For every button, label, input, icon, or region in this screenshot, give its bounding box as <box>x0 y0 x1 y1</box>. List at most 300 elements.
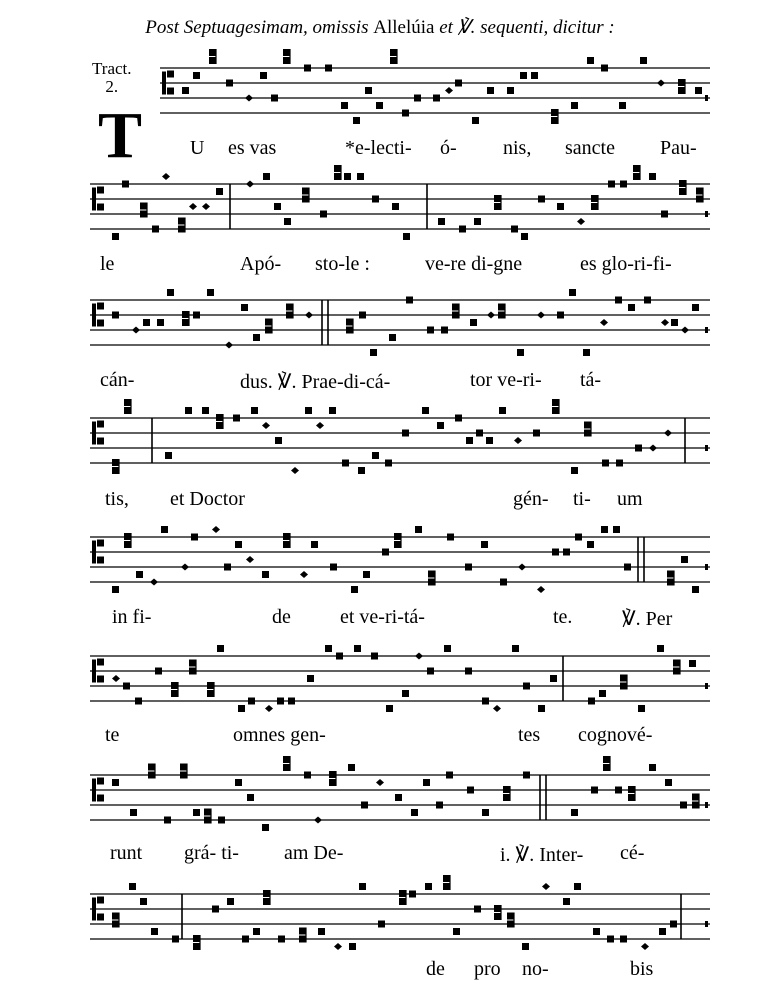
punctum-note <box>336 653 343 660</box>
punctum-note <box>437 422 444 429</box>
punctum-note <box>351 586 358 593</box>
lyric-syllable: et ve-ri-tá- <box>340 606 425 628</box>
punctum-note <box>148 764 155 771</box>
punctum-note <box>204 809 211 816</box>
punctum-note <box>603 756 610 763</box>
punctum-note <box>521 233 528 240</box>
rubric-part-2: Allelúia <box>373 17 435 38</box>
punctum-note <box>455 80 462 87</box>
punctum-note <box>389 334 396 341</box>
punctum-note <box>354 645 361 652</box>
punctum-note <box>494 203 501 210</box>
punctum-note <box>193 312 200 319</box>
punctum-note <box>615 787 622 794</box>
punctum-note <box>415 526 422 533</box>
punctum-note <box>394 533 401 540</box>
punctum-note <box>512 645 519 652</box>
punctum-note <box>640 57 647 64</box>
punctum-note <box>511 226 518 233</box>
punctum-note <box>143 319 150 326</box>
rhombus-note <box>189 203 197 210</box>
punctum-note <box>587 541 594 548</box>
rhombus-note <box>376 779 384 786</box>
punctum-note <box>299 928 306 935</box>
tract-mode: 2. <box>105 77 119 96</box>
punctum-note <box>695 87 702 94</box>
c-clef <box>167 88 174 95</box>
punctum-note <box>472 117 479 124</box>
lyrics-line <box>0 958 760 986</box>
punctum-note <box>224 564 231 571</box>
c-clef <box>97 659 104 666</box>
punctum-note <box>620 181 627 188</box>
punctum-note <box>681 556 688 563</box>
rhombus-note <box>542 883 550 890</box>
punctum-note <box>628 304 635 311</box>
punctum-note <box>414 95 421 102</box>
lyric-syllable: runt <box>110 842 143 864</box>
rhombus-note <box>415 653 423 660</box>
punctum-note <box>304 772 311 779</box>
rhombus-note <box>132 327 140 334</box>
punctum-note <box>628 794 635 801</box>
punctum-note <box>467 787 474 794</box>
punctum-note <box>615 297 622 304</box>
punctum-note <box>320 211 327 218</box>
punctum-note <box>263 890 270 897</box>
rhombus-note <box>681 327 689 334</box>
punctum-note <box>124 407 131 414</box>
punctum-note <box>557 203 564 210</box>
punctum-note <box>507 921 514 928</box>
punctum-note <box>342 460 349 467</box>
punctum-note <box>372 196 379 203</box>
punctum-note <box>644 297 651 304</box>
punctum-note <box>129 883 136 890</box>
punctum-note <box>140 211 147 218</box>
punctum-note <box>265 319 272 326</box>
punctum-note <box>500 579 507 586</box>
punctum-note <box>678 87 685 94</box>
initial-letter: T <box>98 99 143 172</box>
punctum-note <box>288 698 295 705</box>
c-clef <box>92 422 96 445</box>
lyric-syllable: te <box>105 724 120 746</box>
punctum-note <box>209 57 216 64</box>
punctum-note <box>305 407 312 414</box>
rhombus-note <box>314 817 322 824</box>
punctum-note <box>523 683 530 690</box>
punctum-note <box>628 786 635 793</box>
punctum-note <box>136 571 143 578</box>
punctum-note <box>482 698 489 705</box>
punctum-note <box>649 173 656 180</box>
punctum-note <box>517 349 524 356</box>
punctum-note <box>620 683 627 690</box>
punctum-note <box>670 921 677 928</box>
lyrics-line <box>0 137 760 165</box>
punctum-note <box>533 430 540 437</box>
punctum-note <box>447 534 454 541</box>
punctum-note <box>392 203 399 210</box>
punctum-note <box>575 534 582 541</box>
c-clef <box>97 557 104 564</box>
lyrics-line <box>0 253 760 281</box>
lyric-syllable: gén- <box>513 488 549 510</box>
rhombus-note <box>649 445 657 452</box>
lyrics-line <box>0 606 760 634</box>
tract-label: Tract. <box>92 59 132 78</box>
punctum-note <box>551 109 558 116</box>
punctum-note <box>248 698 255 705</box>
rhombus-note <box>661 319 669 326</box>
rhombus-note <box>305 312 313 319</box>
punctum-note <box>341 102 348 109</box>
punctum-note <box>226 80 233 87</box>
custos <box>705 683 708 689</box>
rhombus-note <box>246 556 254 563</box>
punctum-note <box>123 683 130 690</box>
punctum-note <box>403 233 410 240</box>
punctum-note <box>372 452 379 459</box>
lyric-syllable: tá- <box>580 369 602 391</box>
punctum-note <box>349 943 356 950</box>
lyrics-line <box>0 369 760 397</box>
lyric-syllable: um <box>617 488 643 510</box>
punctum-note <box>538 705 545 712</box>
rhombus-note <box>202 203 210 210</box>
punctum-note <box>361 802 368 809</box>
lyric-syllable: ve-re di-gne <box>425 253 523 275</box>
punctum-note <box>325 65 332 72</box>
lyrics-line <box>0 488 760 516</box>
punctum-note <box>399 890 406 897</box>
punctum-note <box>346 319 353 326</box>
punctum-note <box>325 645 332 652</box>
punctum-note <box>657 645 664 652</box>
punctum-note <box>422 407 429 414</box>
punctum-note <box>680 802 687 809</box>
punctum-note <box>286 304 293 311</box>
punctum-note <box>193 72 200 79</box>
punctum-note <box>428 579 435 586</box>
punctum-note <box>260 72 267 79</box>
punctum-note <box>406 297 413 304</box>
custos <box>705 95 708 101</box>
rhombus-note <box>112 675 120 682</box>
lyric-syllable: tes <box>518 724 541 746</box>
lyric-syllable: *e-lecti- <box>345 137 412 159</box>
punctum-note <box>207 289 214 296</box>
punctum-note <box>402 110 409 117</box>
custos <box>705 564 708 570</box>
c-clef <box>92 541 96 564</box>
lyric-syllable: sto-le : <box>315 253 370 275</box>
punctum-note <box>376 102 383 109</box>
punctum-note <box>283 533 290 540</box>
custos <box>705 327 708 333</box>
punctum-note <box>182 87 189 94</box>
punctum-note <box>498 312 505 319</box>
punctum-note <box>433 95 440 102</box>
punctum-note <box>180 764 187 771</box>
punctum-note <box>171 682 178 689</box>
punctum-note <box>140 203 147 210</box>
punctum-note <box>481 541 488 548</box>
punctum-note <box>692 802 699 809</box>
punctum-note <box>692 586 699 593</box>
punctum-note <box>283 756 290 763</box>
punctum-note <box>486 437 493 444</box>
rhombus-note <box>150 579 158 586</box>
punctum-note <box>318 928 325 935</box>
punctum-note <box>692 794 699 801</box>
punctum-note <box>148 772 155 779</box>
lyric-syllable: ℣. Per <box>622 608 673 630</box>
lyric-syllable: tor ve-ri- <box>470 369 542 391</box>
punctum-note <box>673 668 680 675</box>
punctum-note <box>140 898 147 905</box>
c-clef <box>97 421 104 428</box>
punctum-note <box>601 65 608 72</box>
rhombus-note <box>225 342 233 349</box>
punctum-note <box>487 87 494 94</box>
punctum-note <box>371 653 378 660</box>
punctum-note <box>124 399 131 406</box>
punctum-note <box>574 883 581 890</box>
punctum-note <box>633 165 640 172</box>
punctum-note <box>583 349 590 356</box>
c-clef <box>92 304 96 327</box>
punctum-note <box>346 327 353 334</box>
punctum-note <box>587 57 594 64</box>
punctum-note <box>189 660 196 667</box>
punctum-note <box>602 460 609 467</box>
punctum-note <box>242 936 249 943</box>
punctum-note <box>216 188 223 195</box>
punctum-note <box>425 883 432 890</box>
punctum-note <box>689 660 696 667</box>
punctum-note <box>359 883 366 890</box>
punctum-note <box>262 824 269 831</box>
lyric-syllable: omnes gen- <box>233 724 326 746</box>
rhombus-note <box>664 430 672 437</box>
punctum-note <box>112 312 119 319</box>
punctum-note <box>307 675 314 682</box>
lyric-syllable: de <box>426 958 445 980</box>
punctum-note <box>202 407 209 414</box>
punctum-note <box>552 549 559 556</box>
punctum-note <box>601 526 608 533</box>
punctum-note <box>474 906 481 913</box>
lyric-syllable: et Doctor <box>170 488 245 510</box>
lyric-syllable: te. <box>553 606 573 628</box>
punctum-note <box>591 195 598 202</box>
punctum-note <box>557 312 564 319</box>
punctum-note <box>247 794 254 801</box>
punctum-note <box>193 943 200 950</box>
punctum-note <box>263 898 270 905</box>
punctum-note <box>277 698 284 705</box>
punctum-note <box>286 312 293 319</box>
punctum-note <box>474 218 481 225</box>
punctum-note <box>284 218 291 225</box>
punctum-note <box>465 668 472 675</box>
punctum-note <box>253 928 260 935</box>
punctum-note <box>124 541 131 548</box>
punctum-note <box>216 422 223 429</box>
punctum-note <box>455 415 462 422</box>
punctum-note <box>436 802 443 809</box>
punctum-note <box>235 541 242 548</box>
c-clef <box>97 897 104 904</box>
punctum-note <box>165 452 172 459</box>
punctum-note <box>193 935 200 942</box>
punctum-note <box>443 883 450 890</box>
punctum-note <box>523 772 530 779</box>
punctum-note <box>494 913 501 920</box>
lyric-syllable: am De- <box>284 842 344 864</box>
punctum-note <box>569 289 576 296</box>
c-clef <box>167 71 174 78</box>
punctum-note <box>304 65 311 72</box>
lyric-syllable: nis, <box>503 137 532 159</box>
punctum-note <box>182 311 189 318</box>
punctum-note <box>348 764 355 771</box>
lyric-syllable: sancte <box>565 137 615 159</box>
lyrics-line <box>0 842 760 870</box>
punctum-note <box>591 787 598 794</box>
punctum-note <box>638 705 645 712</box>
punctum-note <box>465 564 472 571</box>
punctum-note <box>633 173 640 180</box>
punctum-note <box>665 779 672 786</box>
rhombus-note <box>487 312 495 319</box>
rhombus-note <box>600 319 608 326</box>
lyric-syllable: le <box>100 253 115 275</box>
punctum-note <box>571 467 578 474</box>
punctum-note <box>283 541 290 548</box>
rhombus-note <box>212 526 220 533</box>
punctum-note <box>520 72 527 79</box>
punctum-note <box>476 430 483 437</box>
punctum-note <box>667 571 674 578</box>
punctum-note <box>679 180 686 187</box>
punctum-note <box>599 690 606 697</box>
punctum-note <box>385 460 392 467</box>
c-clef <box>97 676 104 683</box>
lyric-syllable: cé- <box>620 842 645 864</box>
punctum-note <box>608 181 615 188</box>
lyrics-line <box>0 724 760 752</box>
custos <box>705 445 708 451</box>
punctum-note <box>164 817 171 824</box>
punctum-note <box>329 407 336 414</box>
rhombus-note <box>246 181 254 188</box>
rhombus-note <box>291 467 299 474</box>
punctum-note <box>112 586 119 593</box>
punctum-note <box>427 327 434 334</box>
c-clef <box>97 204 104 211</box>
punctum-note <box>444 645 451 652</box>
punctum-note <box>359 312 366 319</box>
punctum-note <box>616 460 623 467</box>
punctum-note <box>584 422 591 429</box>
lyric-syllable: ti- <box>573 488 591 510</box>
c-clef <box>97 303 104 310</box>
rhombus-note <box>514 437 522 444</box>
lyric-syllable: bis <box>630 958 654 980</box>
c-clef <box>97 320 104 327</box>
punctum-note <box>124 533 131 540</box>
punctum-note <box>470 319 477 326</box>
punctum-note <box>157 319 164 326</box>
punctum-note <box>378 921 385 928</box>
punctum-note <box>189 668 196 675</box>
punctum-note <box>482 809 489 816</box>
punctum-note <box>399 898 406 905</box>
c-clef <box>92 188 96 211</box>
punctum-note <box>329 779 336 786</box>
rhombus-note <box>537 312 545 319</box>
punctum-note <box>299 936 306 943</box>
punctum-note <box>411 809 418 816</box>
punctum-note <box>209 49 216 56</box>
punctum-note <box>151 928 158 935</box>
punctum-note <box>122 181 129 188</box>
punctum-note <box>263 173 270 180</box>
punctum-note <box>212 906 219 913</box>
punctum-note <box>452 312 459 319</box>
punctum-note <box>438 218 445 225</box>
punctum-note <box>207 690 214 697</box>
punctum-note <box>155 668 162 675</box>
lyric-syllable: grá- ti- <box>184 842 239 864</box>
punctum-note <box>112 467 119 474</box>
punctum-note <box>112 913 119 920</box>
punctum-note <box>452 304 459 311</box>
punctum-note <box>253 334 260 341</box>
punctum-note <box>551 117 558 124</box>
punctum-note <box>696 196 703 203</box>
punctum-note <box>603 764 610 771</box>
punctum-note <box>334 165 341 172</box>
punctum-note <box>588 698 595 705</box>
punctum-note <box>178 226 185 233</box>
punctum-note <box>302 196 309 203</box>
punctum-note <box>591 203 598 210</box>
punctum-note <box>619 102 626 109</box>
c-clef <box>97 795 104 802</box>
punctum-note <box>283 49 290 56</box>
custos <box>705 211 708 217</box>
lyric-syllable: in fi- <box>112 606 152 628</box>
rhombus-note <box>162 173 170 180</box>
punctum-note <box>620 936 627 943</box>
c-clef <box>92 779 96 802</box>
punctum-note <box>167 289 174 296</box>
lyric-syllable: Apó- <box>240 253 282 275</box>
c-clef <box>97 914 104 921</box>
rubric-part-3: et ℣. sequenti, dicitur : <box>434 17 615 38</box>
c-clef <box>97 438 104 445</box>
punctum-note <box>498 304 505 311</box>
punctum-note <box>503 786 510 793</box>
punctum-note <box>571 809 578 816</box>
punctum-note <box>275 437 282 444</box>
punctum-note <box>251 407 258 414</box>
punctum-note <box>696 188 703 195</box>
